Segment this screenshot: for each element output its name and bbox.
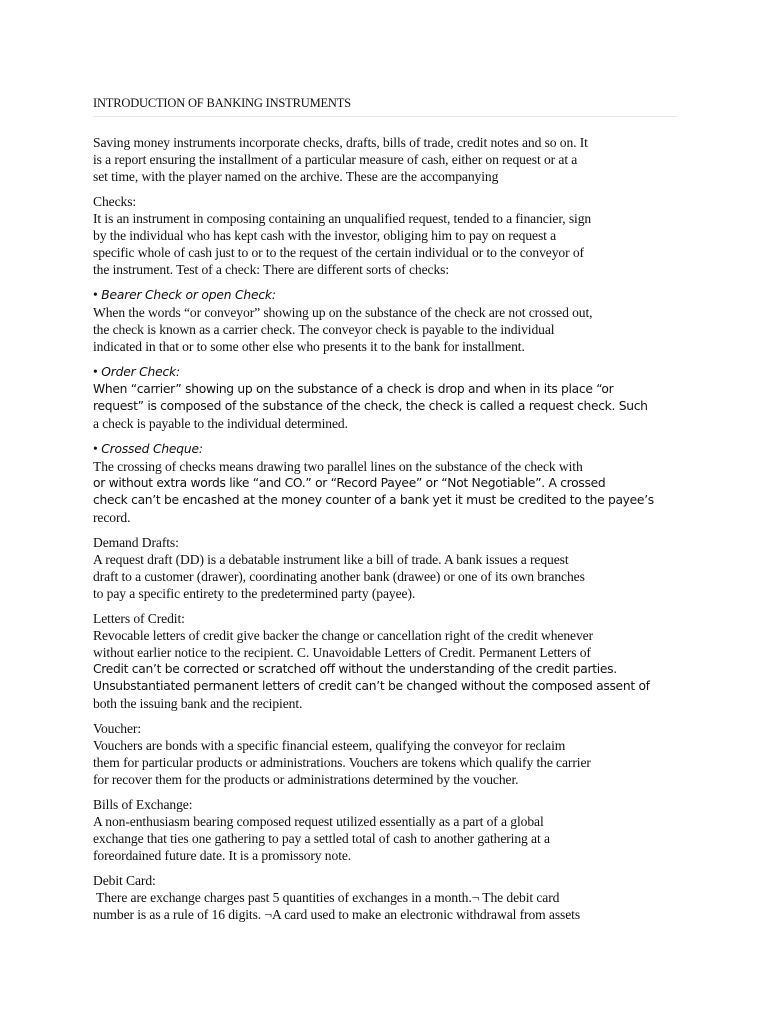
section-letters-of-credit	[93, 610, 677, 712]
paragraph-line: A request draft (DD) is a debatable instrument like a bill of trade. A bank issues a request	[93, 552, 569, 567]
section-voucher	[93, 720, 677, 788]
paragraph-line: exchange that ties one gathering to pay a settled total of cash to another gathering at a	[93, 831, 550, 846]
paragraph-line: The crossing of checks means drawing two parallel lines on the substance of the check with	[93, 459, 583, 474]
section-crossed-cheque	[93, 440, 677, 526]
section-heading: Voucher:	[93, 721, 142, 736]
section-heading: Demand Drafts:	[93, 535, 179, 550]
paragraph-line: check can’t be encashed at the money counter of a bank yet it must be credited to the payee’s	[93, 493, 654, 507]
paragraph-line: There are exchange charges past 5 quantities of exchanges in a month.¬ The debit card	[93, 890, 560, 905]
document-title: INTRODUCTION OF BANKING INSTRUMENTS	[93, 96, 351, 110]
paragraph-line: them for particular products or administrations. Vouchers are tokens which qualify the carrier	[93, 755, 591, 770]
section-bills-of-exchange	[93, 796, 677, 864]
intro-line: Saving money instruments incorporate checks, drafts, bills of trade, credit notes and so on. It	[93, 135, 588, 150]
paragraph-line: Vouchers are bonds with a specific financial esteem, qualifying the conveyor for reclaim	[93, 738, 566, 753]
bullet-icon: •	[93, 287, 98, 302]
section-heading: Letters of Credit:	[93, 611, 185, 626]
paragraph-line: to pay a specific entirety to the predetermined party (payee).	[93, 586, 416, 601]
paragraph-line: for recover them for the products or administrations determined by the voucher.	[93, 772, 519, 787]
section-heading: Debit Card:	[93, 873, 156, 888]
paragraph-line: draft to a customer (drawer), coordinating another bank (drawee) or one of its own branches	[93, 569, 585, 584]
paragraph-line: by the individual who has kept cash with the investor, obliging him to pay on request a	[93, 228, 557, 243]
bullet-heading-text: Order Check:	[101, 365, 180, 379]
paragraph-line: Credit can’t be corrected or scratched off without the understanding of the credit parties.	[93, 662, 617, 676]
title-divider	[93, 116, 677, 117]
section-demand-drafts	[93, 534, 677, 602]
section-heading: Checks:	[93, 194, 137, 209]
paragraph-line: indicated in that or to some other else who presents it to the bank for installment.	[93, 339, 525, 354]
paragraph-line: a check is payable to the individual determined.	[93, 416, 348, 431]
paragraph-line: When “carrier” showing up on the substance of a check is drop and when in its place “or	[93, 382, 614, 396]
paragraph-line: request” is composed of the substance of the check, the check is called a request check. Such	[93, 399, 648, 413]
intro-paragraph	[93, 134, 677, 185]
paragraph-line: number is as a rule of 16 digits. ¬A card used to make an electronic withdrawal from assets	[93, 907, 581, 922]
bullet-heading-text: Crossed Cheque:	[101, 442, 203, 456]
bullet-heading	[93, 286, 677, 304]
paragraph-line: Revocable letters of credit give backer the change or cancellation right of the credit whenever	[93, 628, 594, 643]
section-debit-card	[93, 872, 677, 923]
paragraph-line: A non-enthusiasm bearing composed request utilized essentially as a part of a global	[93, 814, 544, 829]
section-order-check	[93, 363, 677, 432]
section-bearer-check	[93, 286, 677, 355]
document-body	[93, 134, 677, 931]
section-heading: Bills of Exchange:	[93, 797, 193, 812]
paragraph-line: the instrument. Test of a check: There are different sorts of checks:	[93, 262, 450, 277]
paragraph-line: foreordained future date. It is a promissory note.	[93, 848, 352, 863]
paragraph-line: record.	[93, 510, 131, 525]
paragraph-line: When the words “or conveyor” showing up on the substance of the check are not crossed out,	[93, 305, 593, 320]
bullet-heading	[93, 440, 677, 458]
bullet-icon: •	[93, 364, 98, 379]
section-checks	[93, 193, 677, 278]
paragraph-line: specific whole of cash just to or to the request of the certain individual or to the conveyor of	[93, 245, 584, 260]
bullet-heading-text: Bearer Check or open Check:	[101, 288, 276, 302]
paragraph-line: or without extra words like “and CO.” or “Record Payee” or “Not Negotiable”. A crossed	[93, 476, 606, 490]
paragraph-line: both the issuing bank and the recipient.	[93, 696, 303, 711]
paragraph-line: the check is known as a carrier check. The conveyor check is payable to the individual	[93, 322, 555, 337]
paragraph-line: It is an instrument in composing containing an unqualified request, tended to a financier, sign	[93, 211, 592, 226]
bullet-icon: •	[93, 441, 98, 456]
intro-line: is a report ensuring the installment of a particular measure of cash, either on request or at a	[93, 152, 578, 167]
paragraph-line: without earlier notice to the recipient. C. Unavoidable Letters of Credit. Permanent Letters of	[93, 645, 591, 660]
paragraph-line: Unsubstantiated permanent letters of credit can’t be changed without the composed assent of	[93, 679, 650, 693]
bullet-heading	[93, 363, 677, 381]
intro-line: set time, with the player named on the archive. These are the accompanying	[93, 169, 499, 184]
